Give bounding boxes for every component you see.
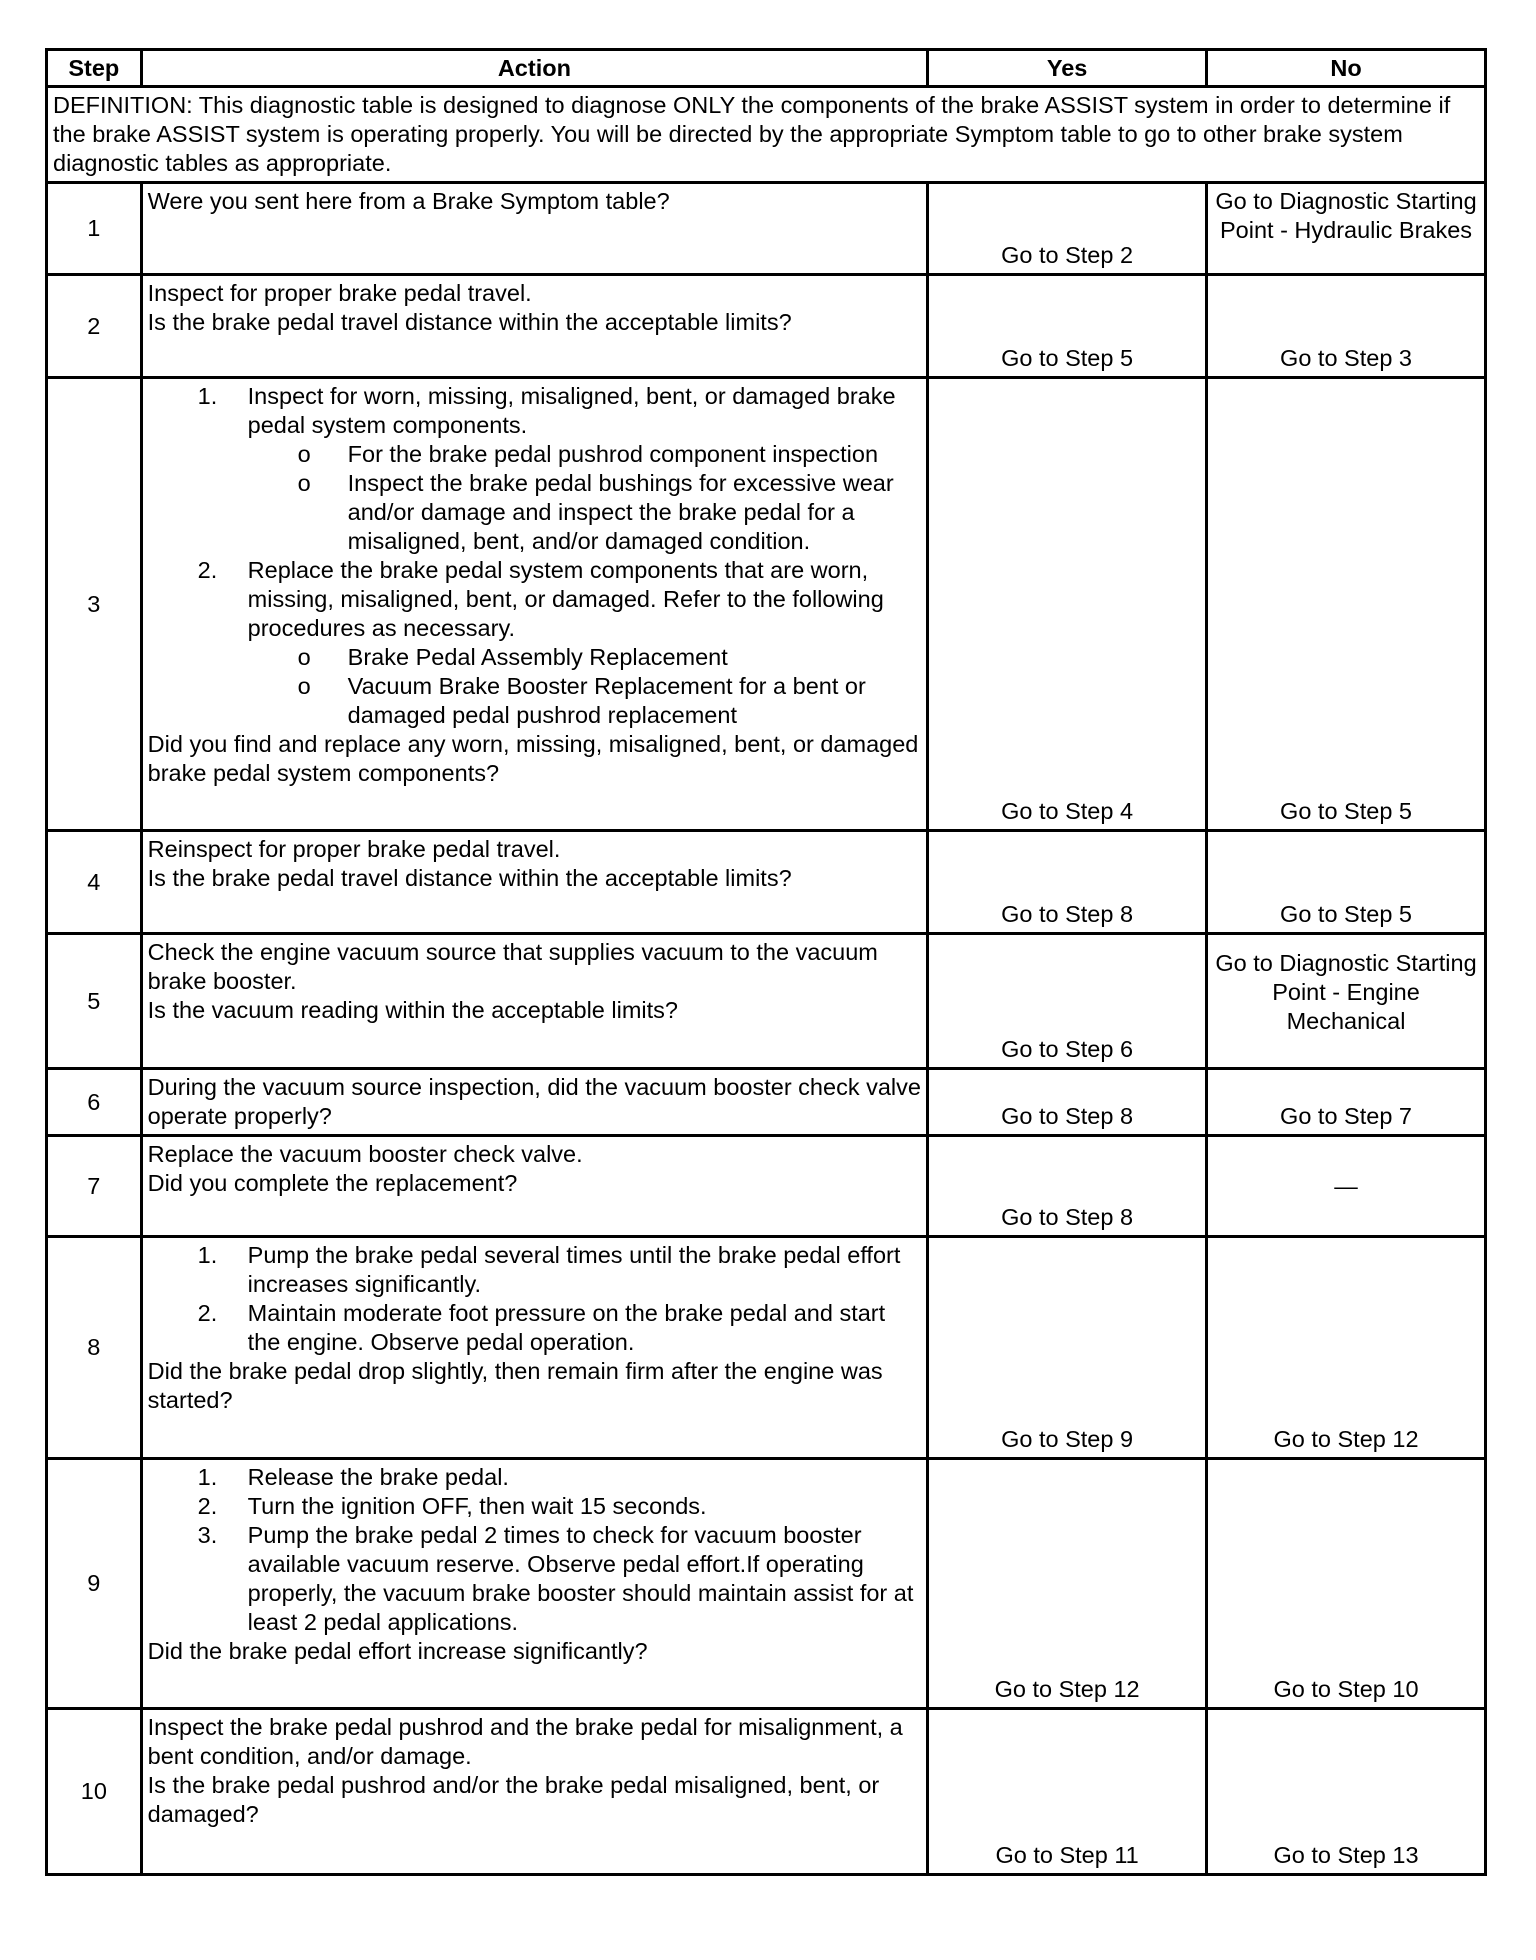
procedure-item (148, 1299, 921, 1357)
action-content (148, 279, 921, 337)
action-cell (141, 183, 927, 275)
action-cell (141, 1709, 927, 1875)
yes-result: Go to Step 6 (928, 934, 1207, 1069)
yes-result: Go to Step 9 (928, 1237, 1207, 1459)
step-number: 1 (47, 183, 142, 275)
procedure-number: 1. (197, 1464, 218, 1490)
procedure-text: Pump the brake pedal several times until the brake pedal effort increases significantly. (247, 1242, 901, 1297)
action-content (148, 1713, 921, 1829)
sub-item-text: Vacuum Brake Booster Replacement for a bent or damaged pedal pushrod replacement (347, 673, 866, 728)
yes-result: Go to Step 5 (928, 275, 1207, 378)
action-intro: Replace the vacuum booster check valve. (147, 1141, 583, 1167)
diagnostic-table (45, 48, 1487, 1876)
action-question: Did the brake pedal drop slightly, then remain firm after the engine was started? (147, 1358, 883, 1413)
procedure-item (148, 1463, 921, 1492)
no-result: Go to Diagnostic Starting Point - Engine Mechanical (1207, 934, 1486, 1069)
step-number: 8 (47, 1237, 142, 1459)
header-row (47, 50, 1486, 87)
procedure-number: 2. (197, 1493, 218, 1519)
action-cell (141, 1136, 927, 1237)
action-intro: Inspect for proper brake pedal travel. (147, 280, 532, 306)
action-instructions (148, 279, 921, 308)
sub-list (248, 643, 921, 730)
yes-result: Go to Step 8 (928, 1136, 1207, 1237)
bullet-icon: o (297, 673, 311, 699)
yes-result: Go to Step 8 (928, 831, 1207, 934)
step-number: 5 (47, 934, 142, 1069)
action-intro: Inspect the brake pedal pushrod and the brake pedal for misalignment, a bent condition, and/or damage. (147, 1714, 903, 1769)
bullet-icon: o (297, 470, 311, 496)
definition-text: DEFINITION: This diagnostic table is designed to diagnose ONLY the components of the brake ASSIST system in order to determine if the brake ASSIST system is operating properly. You will be directed by the appropriate Symptom table to go to other brake system diagnostic tables as appropriate. (47, 87, 1486, 183)
no-result: Go to Step 3 (1207, 275, 1486, 378)
sub-item (248, 643, 921, 672)
action-cell (141, 1069, 927, 1136)
action-content (148, 1073, 921, 1131)
action-question: Is the brake pedal pushrod and/or the brake pedal misaligned, bent, or damaged? (147, 1772, 880, 1827)
action-content (148, 1463, 921, 1666)
procedure-text: Turn the ignition OFF, then wait 15 seconds. (247, 1493, 707, 1519)
sub-item-text: Inspect the brake pedal bushings for excessive wear and/or damage and inspect the brake pedal for a misaligned, bent, and/or damaged condition. (347, 470, 894, 554)
yes-result: Go to Step 2 (928, 183, 1207, 275)
action-intro: Check the engine vacuum source that supplies vacuum to the vacuum brake booster. (147, 939, 878, 994)
definition-row (47, 87, 1486, 183)
procedure-item (148, 1492, 921, 1521)
step-number: 7 (47, 1136, 142, 1237)
step-number: 4 (47, 831, 142, 934)
no-result: Go to Step 7 (1207, 1069, 1486, 1136)
action-question: Is the brake pedal travel distance within the acceptable limits? (147, 865, 792, 891)
action-question: During the vacuum source inspection, did the vacuum booster check valve operate properly? (147, 1074, 921, 1129)
procedure-item (148, 556, 921, 730)
action-instructions (148, 1140, 921, 1169)
sub-item (248, 672, 921, 730)
procedure-number: 2. (197, 557, 218, 583)
no-result: Go to Diagnostic Starting Point - Hydraulic Brakes (1207, 183, 1486, 275)
header-step: Step (47, 50, 142, 87)
procedure-text: Inspect for worn, missing, misaligned, bent, or damaged brake pedal system components. (247, 383, 896, 438)
procedure-number: 2. (197, 1300, 218, 1326)
table-row (47, 831, 1486, 934)
step-number: 3 (47, 378, 142, 831)
action-instructions (148, 938, 921, 996)
action-content (148, 835, 921, 893)
step-number: 6 (47, 1069, 142, 1136)
header-no: No (1207, 50, 1486, 87)
yes-result: Go to Step 11 (928, 1709, 1207, 1875)
action-question: Did the brake pedal effort increase significantly? (147, 1638, 648, 1664)
procedure-item (148, 1521, 921, 1637)
action-cell (141, 1237, 927, 1459)
procedure-list (148, 382, 921, 730)
action-instructions (148, 1463, 921, 1637)
table-row (47, 1237, 1486, 1459)
table-row (47, 378, 1486, 831)
action-instructions (148, 1241, 921, 1357)
action-instructions (148, 1713, 921, 1771)
procedure-text: Replace the brake pedal system components that are worn, missing, misaligned, bent, or damaged. Refer to the following procedures as necessary. (247, 557, 884, 641)
header-yes: Yes (928, 50, 1207, 87)
header-action: Action (141, 50, 927, 87)
sub-item (248, 469, 921, 556)
action-instructions (148, 382, 921, 730)
table-row (47, 1069, 1486, 1136)
procedure-item (148, 382, 921, 556)
no-result: Go to Step 12 (1207, 1237, 1486, 1459)
step-number: 10 (47, 1709, 142, 1875)
action-intro: Reinspect for proper brake pedal travel. (147, 836, 561, 862)
no-result: Go to Step 5 (1207, 378, 1486, 831)
procedure-text: Release the brake pedal. (247, 1464, 509, 1490)
action-content (148, 382, 921, 788)
no-result: Go to Step 5 (1207, 831, 1486, 934)
action-question: Were you sent here from a Brake Symptom table? (147, 188, 670, 214)
action-content (148, 1241, 921, 1415)
sub-item-text: Brake Pedal Assembly Replacement (347, 644, 728, 670)
procedure-list (148, 1463, 921, 1637)
action-content (148, 187, 921, 216)
step-number: 2 (47, 275, 142, 378)
action-question: Did you complete the replacement? (147, 1170, 518, 1196)
sub-item (248, 440, 921, 469)
action-cell (141, 1459, 927, 1709)
table-row (47, 275, 1486, 378)
procedure-text: Pump the brake pedal 2 times to check for vacuum booster available vacuum reserve. Observe pedal effort.If operating properly, the vacuum brake booster should maintain assist for at least 2 pedal applications. (247, 1522, 914, 1635)
step-number: 9 (47, 1459, 142, 1709)
sub-item-text: For the brake pedal pushrod component inspection (347, 441, 879, 467)
action-cell (141, 831, 927, 934)
action-content (148, 938, 921, 1025)
action-cell (141, 934, 927, 1069)
procedure-number: 1. (197, 383, 218, 409)
table-row (47, 1459, 1486, 1709)
action-cell (141, 275, 927, 378)
action-content (148, 1140, 921, 1198)
bullet-icon: o (297, 644, 311, 670)
table-row (47, 183, 1486, 275)
table-row (47, 1136, 1486, 1237)
no-result: — (1207, 1136, 1486, 1237)
action-question: Is the vacuum reading within the acceptable limits? (147, 997, 678, 1023)
procedure-number: 3. (197, 1522, 218, 1548)
yes-result: Go to Step 8 (928, 1069, 1207, 1136)
yes-result: Go to Step 12 (928, 1459, 1207, 1709)
action-cell (141, 378, 927, 831)
table-row (47, 934, 1486, 1069)
procedure-text: Maintain moderate foot pressure on the brake pedal and start the engine. Observe pedal operation. (247, 1300, 886, 1355)
yes-result: Go to Step 4 (928, 378, 1207, 831)
bullet-icon: o (297, 441, 311, 467)
no-result: Go to Step 13 (1207, 1709, 1486, 1875)
action-question: Did you find and replace any worn, missing, misaligned, bent, or damaged brake pedal system components? (147, 731, 919, 786)
procedure-list (148, 1241, 921, 1357)
table-row (47, 1709, 1486, 1875)
sub-list (248, 440, 921, 556)
action-question: Is the brake pedal travel distance within the acceptable limits? (147, 309, 792, 335)
procedure-item (148, 1241, 921, 1299)
procedure-number: 1. (197, 1242, 218, 1268)
no-result: Go to Step 10 (1207, 1459, 1486, 1709)
action-instructions (148, 835, 921, 864)
